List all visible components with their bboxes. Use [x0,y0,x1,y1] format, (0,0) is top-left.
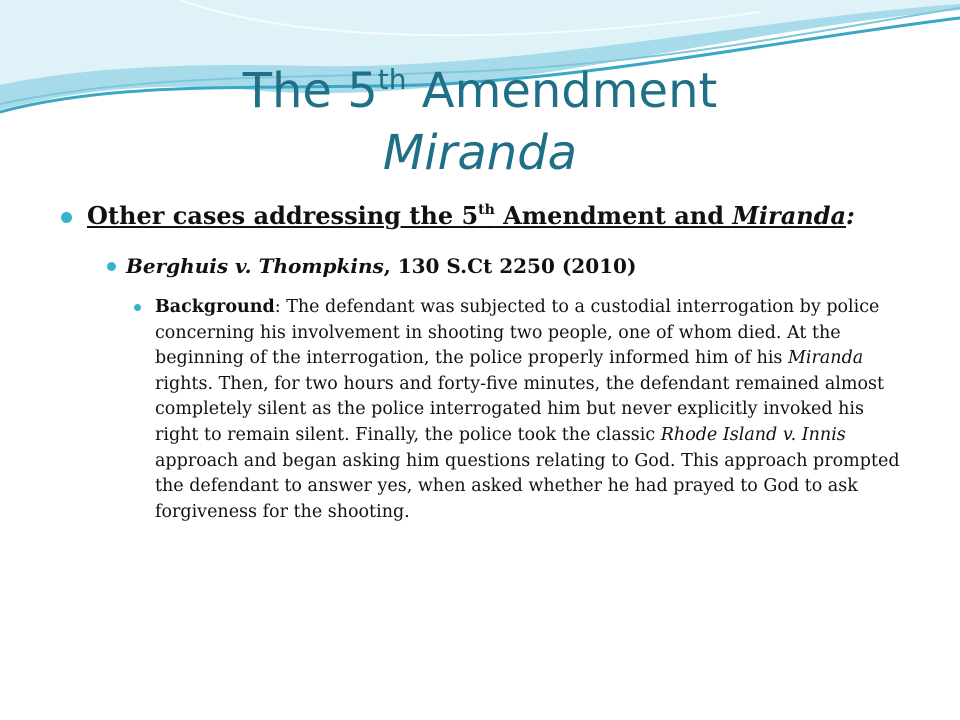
case-name: Berghuis v. Thompkins [126,254,384,278]
slide-body [60,200,910,525]
title-line-2: Miranda [382,125,578,181]
slide-title [0,60,960,184]
bullet-heading: Other cases addressing the 5th Amendment and Miranda: [60,200,910,232]
background-label: Background [155,297,275,317]
case-citation: , 130 S.Ct 2250 (2010) [383,254,637,278]
bullet-icon [107,262,116,271]
bullet-icon [134,304,141,311]
bullet-case [107,252,910,280]
bullet-icon [61,212,72,223]
title-line-1: The 5th Amendment [242,63,718,119]
bullet-background: Background: The defendant was subjected to a custodial interrogation by police concerning his involvement in shooting two people, one of whom died. At the beginning of the interrogation, the police properly informed him of his Miranda rights. Then, for two hours and forty-five minutes, the defendant remained almost completely silent as the police interrogated him but never explicitly invoked his right to remain silent. Finally, the police took the classic Rhode Island v. Innis approach and began asking him questions relating to God. This approach prompted the defendant to answer yes, when asked whether he had prayed to God to ask forgiveness for the shooting. [126,295,910,525]
